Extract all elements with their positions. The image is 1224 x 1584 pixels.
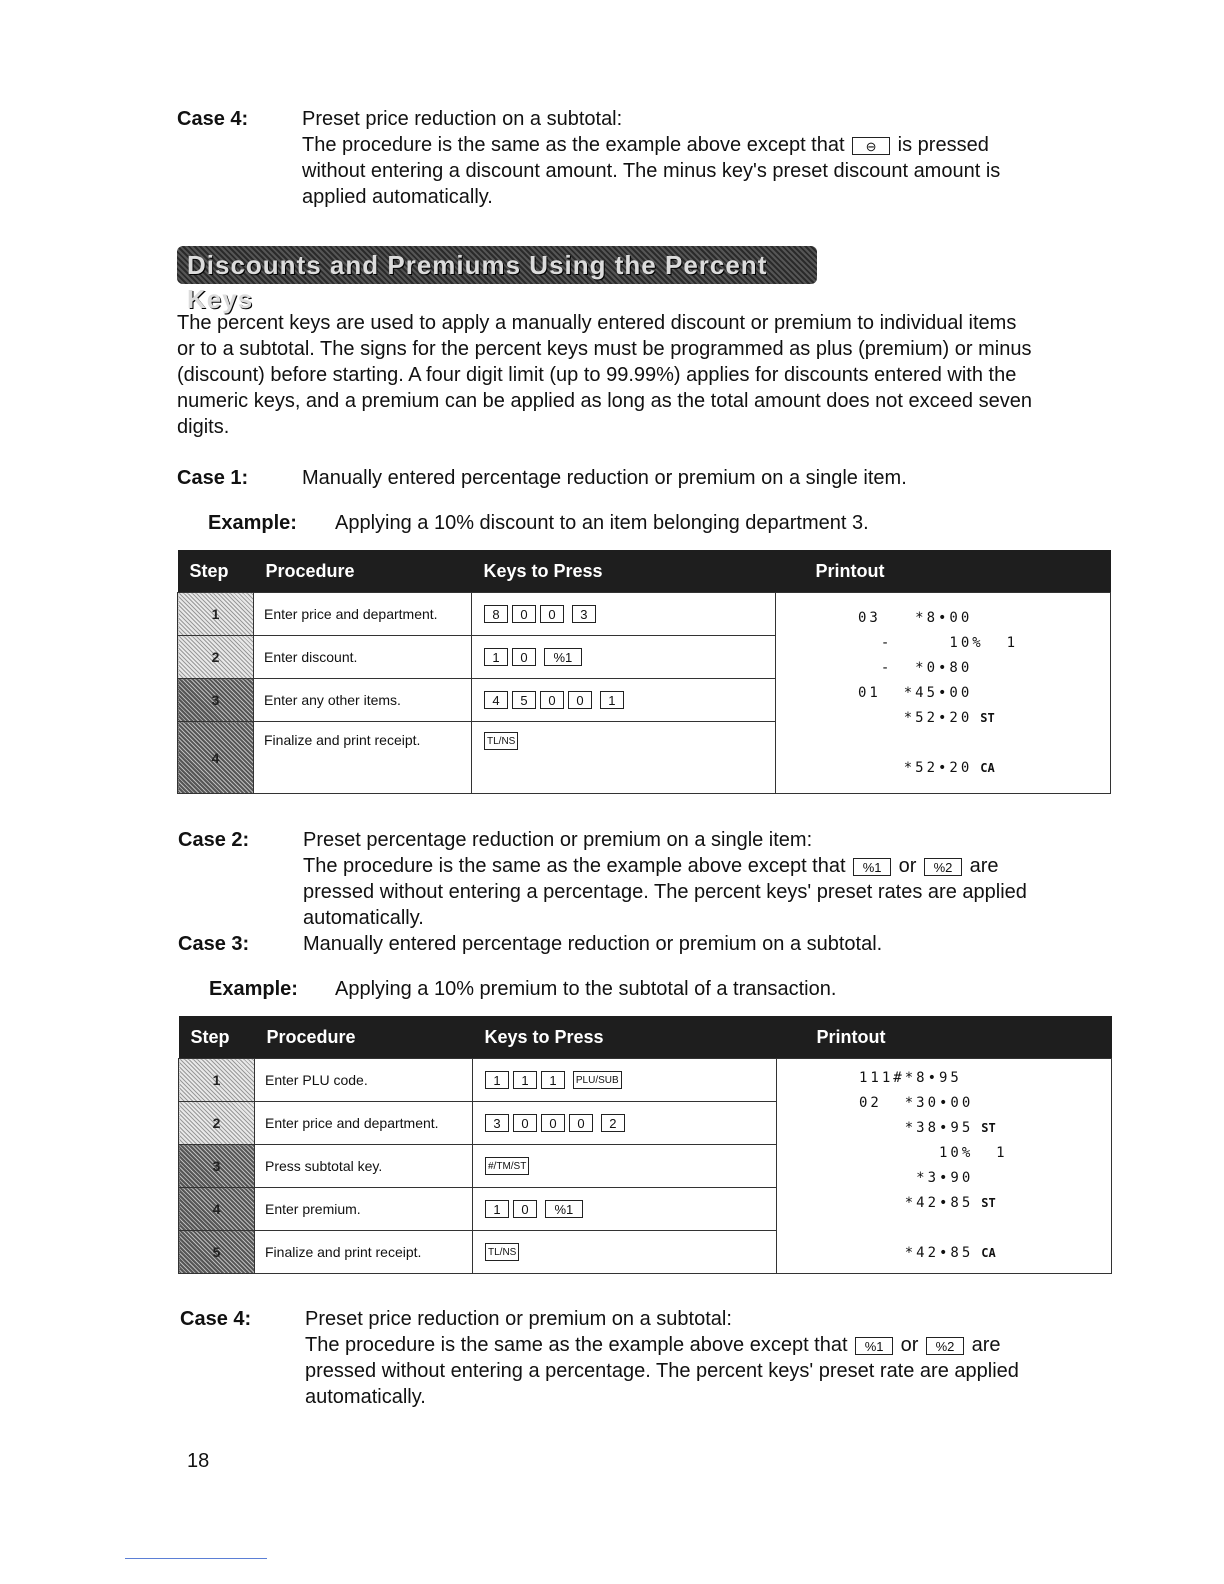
case4-top-text xyxy=(302,106,1122,210)
printout-line: *3•90 xyxy=(859,1170,974,1186)
header-step: Step xyxy=(178,550,254,593)
printout-line: *42•85 ST xyxy=(859,1195,996,1211)
percent1-key: %1 xyxy=(853,858,891,876)
minus-key: ⊖ xyxy=(852,137,890,155)
step-number: 3 xyxy=(179,1145,255,1188)
key-0: 0 xyxy=(513,1200,537,1218)
key-0: 0 xyxy=(568,691,592,709)
case3-text: Manually entered percentage reduction or premium on a subtotal. xyxy=(303,933,883,955)
step-number: 2 xyxy=(178,636,254,679)
case2-label: Case 2: xyxy=(178,829,250,851)
percent2-key: %2 xyxy=(926,1337,964,1355)
key-1: 1 xyxy=(485,1200,509,1218)
key-5: 5 xyxy=(512,691,536,709)
case4-top-line2: The procedure is the same as the example above except that ⊖ is pressed xyxy=(302,134,989,156)
key-1: 1 xyxy=(484,648,508,666)
dept-key-3: 3 xyxy=(572,605,596,623)
step-keys xyxy=(472,593,776,636)
case2-line2: The procedure is the same as the example above except that %1 or %2 are xyxy=(303,855,999,877)
case1-label: Case 1: xyxy=(177,467,249,489)
header-step: Step xyxy=(179,1016,255,1059)
header-procedure: Procedure xyxy=(255,1016,473,1059)
step-procedure: Enter price and department. xyxy=(255,1102,473,1145)
step-keys xyxy=(473,1102,777,1145)
printout-line: - *0•80 xyxy=(858,659,973,676)
footer-rule xyxy=(125,1558,267,1559)
step-number: 3 xyxy=(178,679,254,722)
key-0: 0 xyxy=(569,1114,593,1132)
example1-text: Applying a 10% discount to an item belonging department 3. xyxy=(335,512,869,534)
table2-header xyxy=(179,1016,1112,1059)
header-procedure: Procedure xyxy=(254,550,472,593)
percent1-key: %1 xyxy=(545,1200,583,1218)
key-0: 0 xyxy=(541,1114,565,1132)
step-keys xyxy=(472,722,776,794)
table1 xyxy=(177,550,1111,794)
table-row xyxy=(179,1059,1112,1102)
case4-top-line4: applied automatically. xyxy=(302,186,493,208)
step-number: 2 xyxy=(179,1102,255,1145)
printout-line: 01 *45•00 xyxy=(858,684,973,701)
key-0: 0 xyxy=(512,605,536,623)
percent1-key: %1 xyxy=(544,648,582,666)
section-title: Discounts and Premiums Using the Percent Keys xyxy=(177,246,817,284)
step-keys xyxy=(472,679,776,722)
step-procedure: Press subtotal key. xyxy=(255,1145,473,1188)
table1-header xyxy=(178,550,1111,593)
header-keys: Keys to Press xyxy=(473,1016,777,1059)
step-keys xyxy=(473,1231,777,1274)
percent1-key: %1 xyxy=(855,1337,893,1355)
step-keys xyxy=(473,1145,777,1188)
header-printout: Printout xyxy=(776,550,1111,593)
case3-label: Case 3: xyxy=(178,933,250,955)
printout-line: *52•20 ST xyxy=(858,709,995,726)
example2-text: Applying a 10% premium to the subtotal of a transaction. xyxy=(335,978,837,1000)
printout-line: *42•85 CA xyxy=(859,1245,996,1261)
table-row xyxy=(178,593,1111,636)
printout-line: 02 *30•00 xyxy=(859,1095,974,1111)
step-keys xyxy=(473,1188,777,1231)
step-number: 4 xyxy=(179,1188,255,1231)
dept-key-2: 2 xyxy=(601,1114,625,1132)
key-4: 4 xyxy=(484,691,508,709)
key-0: 0 xyxy=(512,648,536,666)
step-number: 1 xyxy=(179,1059,255,1102)
printout-line: 03 *8•00 xyxy=(858,609,973,626)
step-procedure: Enter any other items. xyxy=(254,679,472,722)
percent2-key: %2 xyxy=(924,858,962,876)
step-keys xyxy=(472,636,776,679)
page-number: 18 xyxy=(187,1450,210,1472)
case2-text: Preset percentage reduction or premium on a single item: The procedure is the same as the example above except that %1 or %2 are pressed without entering a percentage. The percent keys' preset rates are applied automatically. xyxy=(303,827,1123,931)
step-procedure: Enter premium. xyxy=(255,1188,473,1231)
key-1: 1 xyxy=(485,1071,509,1089)
step-procedure: Enter price and department. xyxy=(254,593,472,636)
intro-paragraph: The percent keys are used to apply a manually entered discount or premium to individual items or to a subtotal. The signs for the percent keys must be programmed as plus (premium) or minus (discount) before starting. A four digit limit (up to 99.99%) applies for discounts entered with the numeric keys, and a premium can be applied as long as the total amount does not exceed seven digits. xyxy=(177,312,1032,438)
printout-line xyxy=(858,735,1100,760)
key-3: 3 xyxy=(485,1114,509,1132)
subtotal-key: #/TM/ST xyxy=(485,1157,529,1175)
example1-label: Example: xyxy=(208,512,297,534)
printout-line: - 10% 1 xyxy=(858,634,1019,651)
case4-bottom-line2: The procedure is the same as the example above except that %1 or %2 are xyxy=(305,1334,1001,1356)
printout-receipt xyxy=(777,1059,1112,1274)
case1-text: Manually entered percentage reduction or premium on a single item. xyxy=(302,467,907,489)
step-procedure: Enter PLU code. xyxy=(255,1059,473,1102)
step-procedure: Enter discount. xyxy=(254,636,472,679)
step-procedure: Finalize and print receipt. xyxy=(255,1231,473,1274)
header-keys: Keys to Press xyxy=(472,550,776,593)
case4-top-line3: without entering a discount amount. The minus key's preset discount amount is xyxy=(302,160,1001,182)
key-0: 0 xyxy=(513,1114,537,1132)
step-keys xyxy=(473,1059,777,1102)
case4-top-label: Case 4: xyxy=(177,108,249,130)
header-printout: Printout xyxy=(777,1016,1112,1059)
step-procedure: Finalize and print receipt. xyxy=(254,722,472,794)
table2 xyxy=(178,1016,1112,1274)
printout-line: *52•20 CA xyxy=(858,759,995,776)
dept-key-1: 1 xyxy=(600,691,624,709)
case4-top-line1: Preset price reduction on a subtotal: xyxy=(302,108,623,130)
step-number: 5 xyxy=(179,1231,255,1274)
key-1: 1 xyxy=(541,1071,565,1089)
step-number: 1 xyxy=(178,593,254,636)
total-key: TL/NS xyxy=(484,732,518,750)
key-0: 0 xyxy=(540,605,564,623)
key-1: 1 xyxy=(513,1071,537,1089)
printout-receipt xyxy=(776,593,1111,794)
step-number: 4 xyxy=(178,722,254,794)
printout-line xyxy=(859,1220,1101,1245)
printout-line: 111#*8•95 xyxy=(859,1070,962,1086)
case4-bottom-text: Preset price reduction or premium on a subtotal: The procedure is the same as the example above except that %1 or %2 are pressed without entering a percentage. The percent keys' preset rate are applied automatically. xyxy=(305,1306,1125,1410)
example2-label: Example: xyxy=(209,978,298,1000)
printout-line: *38•95 ST xyxy=(859,1120,996,1136)
plu-sub-key: PLU/SUB xyxy=(573,1071,622,1089)
key-0: 0 xyxy=(540,691,564,709)
key-8: 8 xyxy=(484,605,508,623)
case4-bottom-label: Case 4: xyxy=(180,1308,252,1330)
printout-line: 10% 1 xyxy=(859,1145,1008,1161)
total-key: TL/NS xyxy=(485,1243,519,1261)
